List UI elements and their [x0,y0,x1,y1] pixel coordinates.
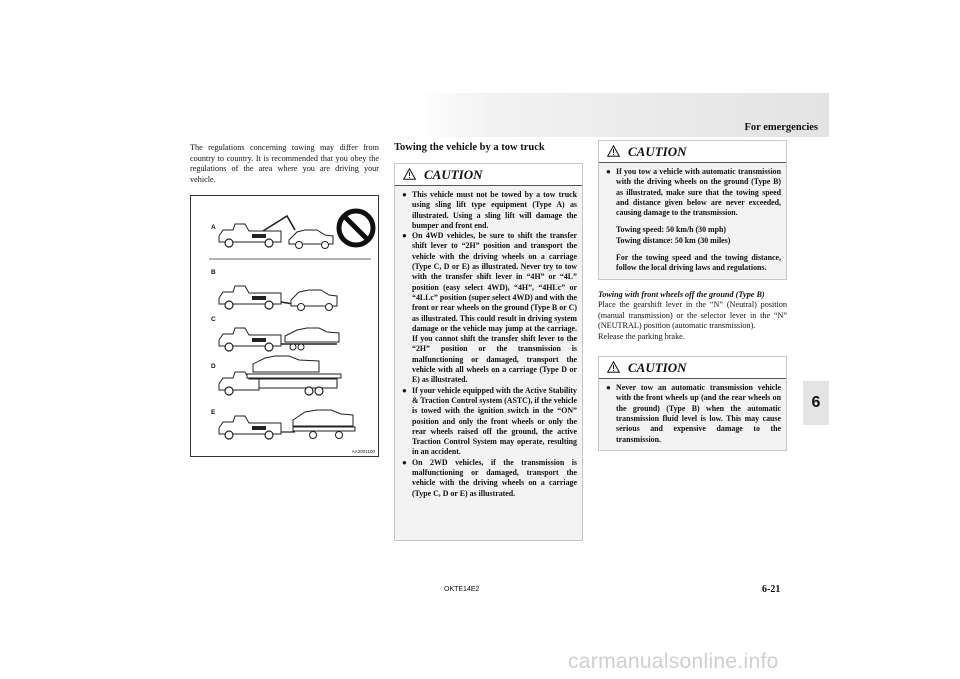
caution-item [606,167,781,218]
caution-header [599,141,786,163]
caution-item [402,386,577,458]
figure-label-c: C [211,316,216,323]
caution-body [599,379,786,450]
caution-item [402,458,577,499]
warning-triangle-icon [607,145,620,157]
bullet-icon: ● [606,383,611,393]
paragraph-gearshift: Place the gearshift lever in the “N” (Neutral) position (manual transmission) or the selector lever in the “N” (NEUTRAL) position (automatic transmission). [598,300,787,331]
caution-box-fluid [598,356,787,451]
footer-code: OKTE14E2 [444,586,480,593]
caution-item [402,231,577,385]
caution-title: CAUTION [628,144,687,159]
prohibition-icon [339,211,373,245]
caution-item-text: Never tow an automatic transmission vehicle with the front wheels up (and the rear wheels on the ground) (Type B) when the automatic transmission fluid level is low. This may cause serious and expensive damage to the transmission. [616,383,781,444]
figure-label-b: B [211,269,216,276]
chapter-tab[interactable]: 6 [803,381,829,425]
caution-note: For the towing speed and the towing distance, follow the local driving laws and regulations. [616,253,781,273]
bullet-icon: ● [606,167,611,176]
caution-body [395,186,582,504]
type-a-truck [219,216,333,249]
section-title: Towing the vehicle by a tow truck [394,142,545,153]
column-right [598,143,787,451]
type-b-truck [219,286,337,311]
caution-item-text: On 2WD vehicles, if the transmission is malfunctioning or damaged, transport the vehicle with the driving wheels on a carriage (Type C, D or E) as illustrated. [412,457,577,498]
figure-label-a: A [211,224,216,231]
caution-item-text: If you tow a vehicle with automatic transmission with the driving wheels on the ground (Type B) as illustrated, make sure that the towing speed and distance given below are never exceeded, causing damage to the transmission. [616,167,781,218]
caution-item-text: If your vehicle equipped with the Active Stability & Traction Control system (ASTC), if the vehicle is towed with the ignition switch in the “ON” position and only the front wheels or only the rear wheels raised off the ground, the active Traction Control System may operate, resulting in an accident. [412,385,577,457]
bullet-icon: ● [402,457,407,467]
page-header-title: For emergencies [744,122,818,133]
figure-label-d: D [211,363,216,370]
towing-speed: Towing speed: 50 km/h (30 mph) [616,225,726,235]
type-d-truck [219,356,341,395]
caution-body [599,163,786,279]
warning-triangle-icon [403,168,416,180]
caution-box-towing [394,163,583,541]
caution-title: CAUTION [628,360,687,376]
page-number: 6-21 [762,584,781,595]
caution-box-automatic [598,140,787,280]
warning-triangle-icon [607,361,620,373]
towing-illustration [191,196,380,458]
towing-figure [190,195,379,457]
figure-code: AA2001100 [351,449,375,454]
bullet-icon: ● [402,190,407,199]
type-c-truck [219,328,339,351]
column-middle [394,143,583,541]
caution-header [395,164,582,186]
figure-label-e: E [211,409,216,416]
caution-header [599,357,786,379]
bullet-icon: ● [402,231,407,241]
caution-item [606,383,781,445]
caution-title: CAUTION [424,167,483,182]
column-left [190,143,379,185]
watermark-link[interactable]: carmanualsonline.info [568,650,779,673]
caution-item-text: This vehicle must not be towed by a tow truck using sling lift type equipment (Type A) as illustrated. Using a sling lift will damage the bumper and front end. [412,190,577,230]
subheading-type-b: Towing with front wheels off the ground (Type B) [598,289,765,299]
intro-paragraph: The regulations concerning towing may differ from country to country. It is recommended that you obey the regulations of the area where you are driving your vehicle. [190,143,379,184]
caution-item [402,190,577,231]
towing-distance: Towing distance: 50 km (30 miles) [616,235,731,245]
caution-item-text: On 4WD vehicles, be sure to shift the transfer shift lever to “2H” position and transport the vehicle with the driving wheels on a carriage (Type C, D or E) as illustrated. Never try to tow with the transfer shift lever in “4H” or “4L” position (easy select 4WD), “4H”, “4HLc” or “4LLc” position (super select 4WD) and with the front or rear wheels on the ground (Type B or C) as illustrated. This could result in driving system damage or the vehicle may jump at the carriage. If you cannot shift the transfer shift lever to the “2H” position or the transmission is malfunctioning or damaged, transport the vehicle with all wheels on a carriage (Type D or E) as illustrated. [412,231,577,385]
paragraph-parking-brake: Release the parking brake. [598,331,685,341]
bullet-icon: ● [402,385,407,395]
type-e-truck [219,410,355,439]
